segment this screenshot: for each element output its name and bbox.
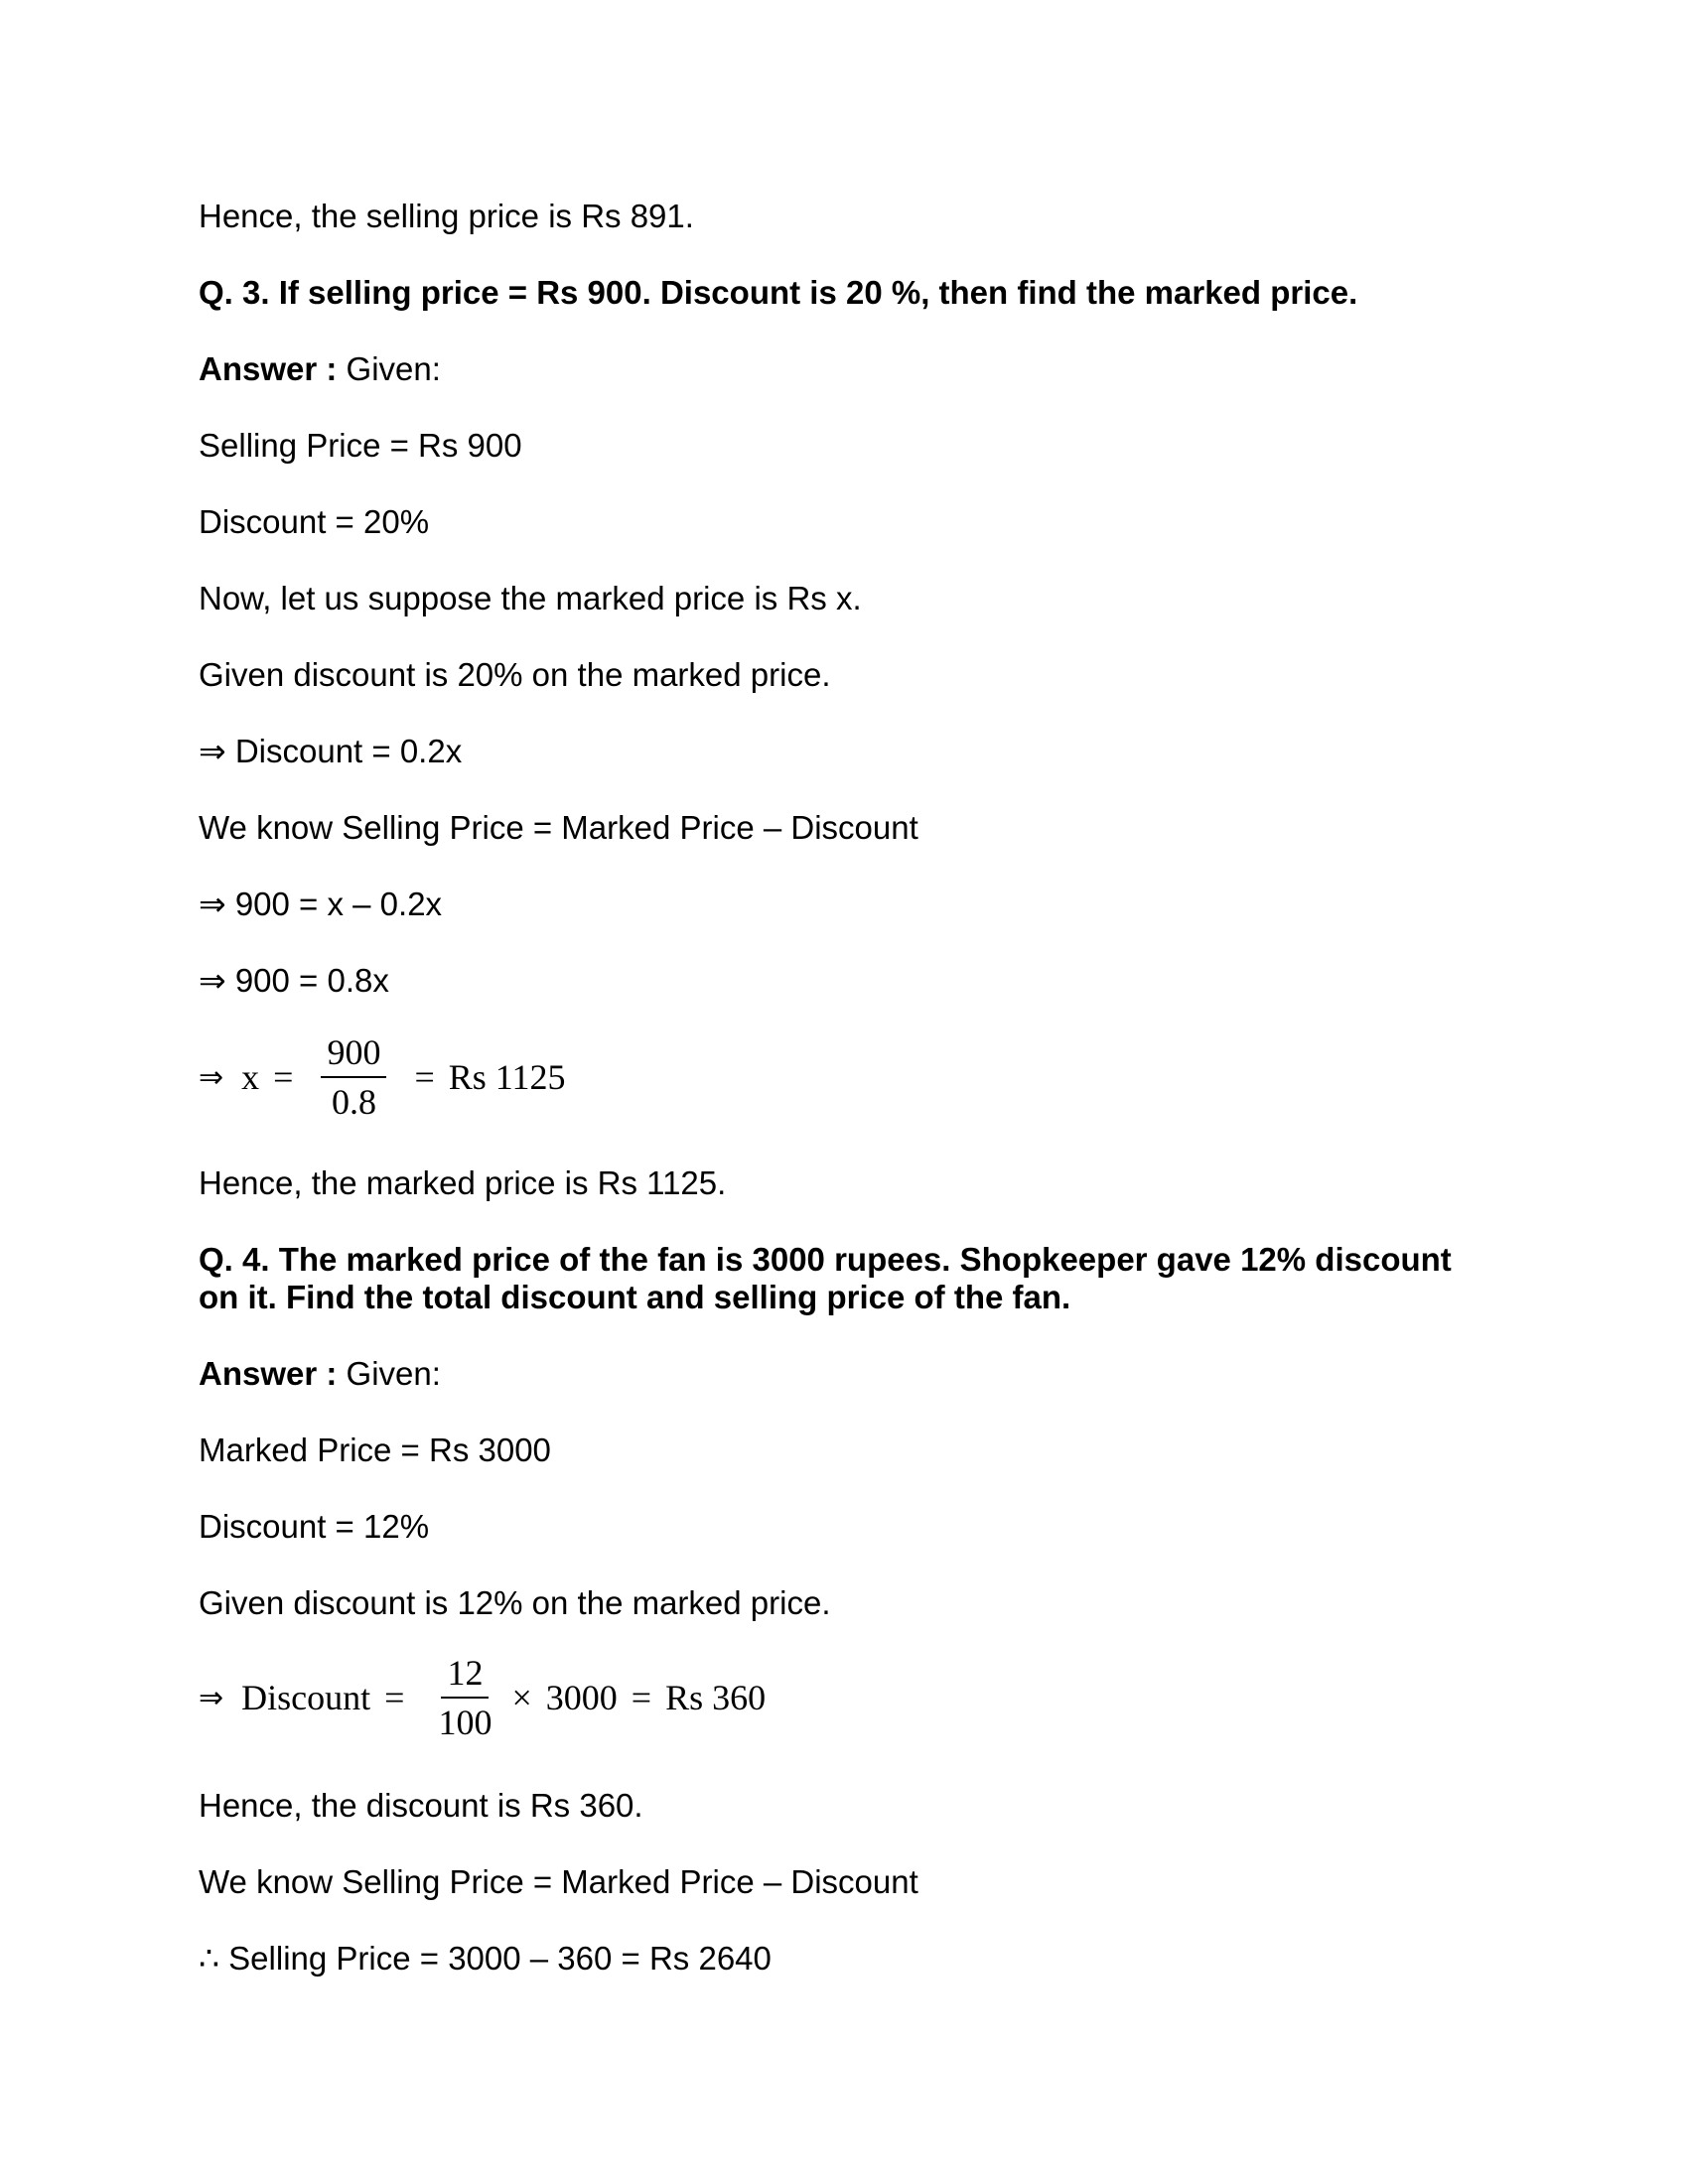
denominator: 0.8 (331, 1082, 376, 1122)
times-sign: × (511, 1678, 532, 1717)
text-line: Marked Price = Rs 3000 (199, 1432, 551, 1468)
text-line: Given discount is 12% on the marked price. (199, 1584, 831, 1621)
answer-given: Given: (337, 350, 441, 387)
text-line: Hence, the selling price is Rs 891. (199, 198, 694, 234)
eq-lhs: Discount (241, 1678, 371, 1717)
equals-sign: = (631, 1678, 652, 1717)
answer-line (199, 1354, 441, 1394)
denominator: 100 (438, 1703, 492, 1742)
text-line: ⇒ 900 = 0.8x (199, 962, 389, 999)
numerator: 900 (321, 1032, 386, 1078)
text-line: Hence, the marked price is Rs 1125. (199, 1164, 727, 1201)
equals-sign: = (414, 1057, 435, 1097)
eq-result: Rs 1125 (448, 1057, 566, 1097)
question-3: Q. 3. If selling price = Rs 900. Discount is 20 %, then find the marked price. (199, 274, 1358, 311)
equals-sign: = (384, 1678, 405, 1717)
equals-sign: = (273, 1057, 294, 1097)
eq-result: Rs 360 (665, 1678, 767, 1717)
text-line: ∴ Selling Price = 3000 – 360 = Rs 2640 (199, 1940, 772, 1977)
text-line: Discount = 20% (199, 503, 430, 540)
answer-label: Answer : (199, 350, 338, 387)
answer-label: Answer : (199, 1355, 338, 1392)
answer-line (199, 349, 441, 389)
eq-multiplier: 3000 (545, 1678, 618, 1717)
text-line: ⇒ 900 = x – 0.2x (199, 886, 443, 922)
fraction (432, 1653, 497, 1742)
implies-symbol: ⇒ (199, 1680, 224, 1715)
equation-discount (199, 1653, 766, 1742)
text-line: We know Selling Price = Marked Price – Discount (199, 809, 918, 846)
text-line: Selling Price = Rs 900 (199, 427, 522, 464)
eq-lhs: x (241, 1057, 260, 1097)
implies-symbol: ⇒ (199, 1059, 224, 1095)
text-line: Given discount is 20% on the marked price. (199, 656, 831, 693)
text-line: Now, let us suppose the marked price is Rs x. (199, 580, 862, 616)
question-4-line-2: on it. Find the total discount and selling price of the fan. (199, 1279, 1071, 1315)
equation-marked-price (199, 1032, 565, 1122)
question-4-line-1: Q. 4. The marked price of the fan is 3000 rupees. Shopkeeper gave 12% discount (199, 1241, 1452, 1278)
text-line: We know Selling Price = Marked Price – Discount (199, 1863, 918, 1900)
fraction (321, 1032, 386, 1122)
text-line: ⇒ Discount = 0.2x (199, 733, 463, 769)
text-line: Discount = 12% (199, 1508, 430, 1545)
answer-given: Given: (337, 1355, 441, 1392)
text-line: Hence, the discount is Rs 360. (199, 1787, 643, 1824)
numerator: 12 (441, 1653, 489, 1699)
